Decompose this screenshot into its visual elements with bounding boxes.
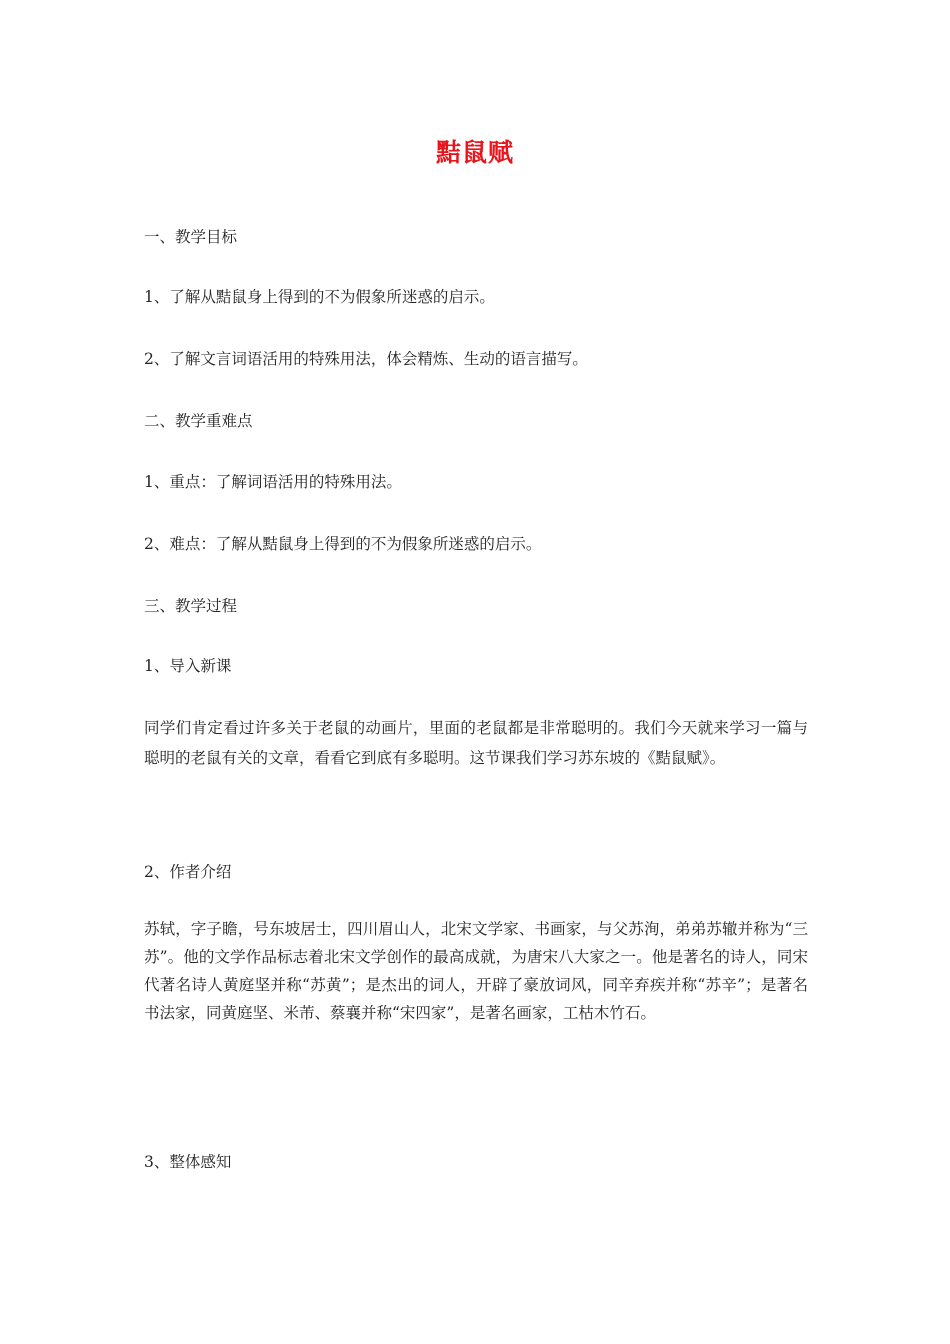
step-2-body: 苏轼，字子瞻，号东坡居士，四川眉山人，北宋文学家、书画家，与父苏洵，弟弟苏辙并称为“三苏”。他的文学作品标志着北宋文学创作的最高成就，为唐宋八大家之一。他是著名的诗人，同宋代著名诗人黄庭坚并称“苏黄”；是杰出的词人，开辟了豪放词风，同辛弃疾并称“苏辛”；是著名书法家，同黄庭坚、米芾、蔡襄并称“宋四家”，是著名画家，工枯木竹石。 [144, 920, 808, 1022]
key-points-heading: 二、教学重难点 [144, 412, 253, 430]
step-1-heading: 1、导入新课 [144, 657, 232, 675]
goal-item-2: 2、了解文言词语活用的特殊用法，体会精炼、生动的语言描写。 [144, 350, 588, 368]
key-point-2: 2、难点：了解从黠鼠身上得到的不为假象所迷惑的启示。 [144, 535, 542, 553]
step-2-heading: 2、作者介绍 [144, 863, 232, 881]
goals-heading: 一、教学目标 [144, 228, 238, 246]
step-3-heading: 3、整体感知 [144, 1153, 232, 1171]
step-1-body: 同学们肯定看过许多关于老鼠的动画片，里面的老鼠都是非常聪明的。我们今天就来学习一篇与聪明的老鼠有关的文章，看看它到底有多聪明。这节课我们学习苏东坡的《黠鼠赋》。 [144, 719, 808, 767]
key-point-1: 1、重点：了解词语活用的特殊用法。 [144, 473, 402, 491]
process-heading: 三、教学过程 [144, 597, 238, 615]
document-title: 黠鼠赋 [435, 138, 514, 167]
goal-item-1: 1、了解从黠鼠身上得到的不为假象所迷惑的启示。 [144, 288, 495, 306]
